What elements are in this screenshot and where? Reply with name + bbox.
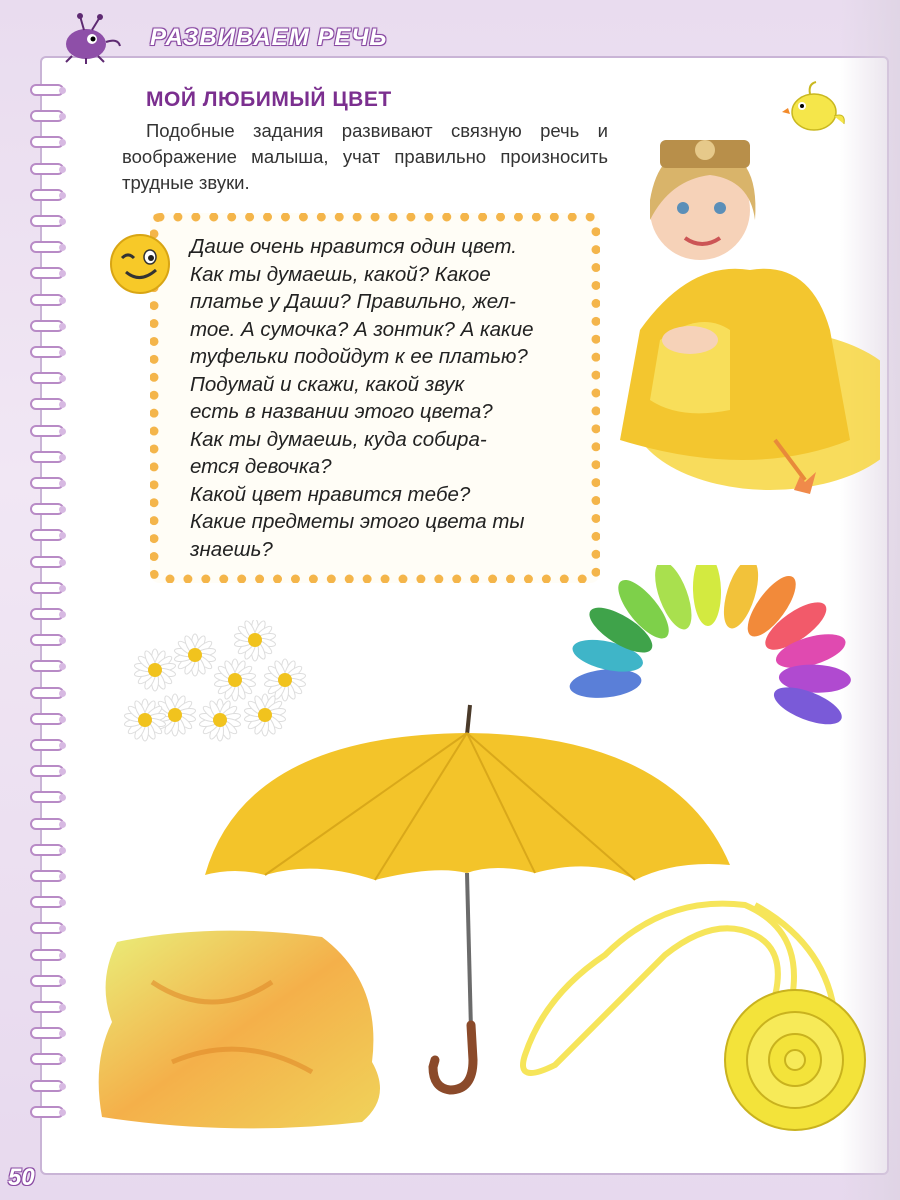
section-title: МОЙ ЛЮБИМЫЙ ЦВЕТ [146, 88, 392, 111]
intro-paragraph: Подобные задания развивают связную речь и воображение малыша, учат правильно произносить трудные звуки. [122, 120, 608, 193]
yellow-scarf-image [92, 922, 392, 1132]
task-line: Как ты думаешь, какой? Какое [190, 262, 491, 286]
spiral-ring [30, 163, 64, 175]
task-line: платье у Даши? Правильно, жел- [190, 290, 516, 313]
spiral-ring [30, 1053, 64, 1065]
spiral-ring [30, 818, 64, 830]
spiral-ring [30, 477, 64, 489]
spiral-ring [30, 84, 64, 96]
winking-smiley-icon [108, 232, 172, 296]
spiral-ring [30, 687, 64, 699]
spiral-ring [30, 372, 64, 384]
task-line: есть в названии этого цвета? [190, 400, 493, 423]
yellow-flower-bag-image [515, 895, 870, 1140]
spiral-ring [30, 294, 64, 306]
spiral-ring [30, 713, 64, 725]
task-text [190, 233, 590, 563]
spiral-ring [30, 267, 64, 279]
spiral-ring [30, 398, 64, 410]
spiral-ring [30, 346, 64, 358]
task-line: Подумай и скажи, какой звук [190, 372, 465, 396]
spiral-ring [30, 791, 64, 803]
spiral-ring [30, 870, 64, 882]
task-line: Даше очень нравится один цвет. [190, 235, 517, 258]
spiral-ring [30, 556, 64, 568]
task-line: Какой цвет нравится тебе? [190, 482, 471, 506]
spiral-ring [30, 529, 64, 541]
bug-icon [52, 12, 122, 64]
spiral-ring [30, 739, 64, 751]
spiral-ring [30, 844, 64, 856]
spiral-ring [30, 634, 64, 646]
spiral-ring [30, 503, 64, 515]
spiral-ring [30, 949, 64, 961]
spiral-ring [30, 582, 64, 594]
spiral-ring [30, 1001, 64, 1013]
spiral-ring [30, 896, 64, 908]
header-title: РАЗВИВАЕМ РЕЧЬ [150, 24, 388, 51]
spiral-ring [30, 765, 64, 777]
spiral-ring [30, 425, 64, 437]
task-line: Как ты думаешь, куда собира- [190, 427, 487, 451]
task-line: знаешь? [190, 537, 273, 561]
spiral-ring [30, 922, 64, 934]
spiral-ring [30, 241, 64, 253]
spiral-ring [30, 320, 64, 332]
spiral-ring [30, 189, 64, 201]
task-line: туфельки подойдут к ее платью? [190, 345, 528, 368]
spiral-ring [30, 1106, 64, 1118]
spiral-ring [30, 660, 64, 672]
spiral-ring [30, 451, 64, 463]
task-line: ется девочка? [190, 455, 332, 478]
spiral-ring [30, 136, 64, 148]
task-line: тое. А сумочка? А зонтик? А какие [190, 317, 534, 341]
spiral-ring [30, 215, 64, 227]
page-number: 50 [8, 1164, 35, 1191]
spiral-ring [30, 975, 64, 987]
spiral-ring [30, 110, 64, 122]
task-line: Какие предметы этого цвета ты [190, 510, 525, 533]
spiral-ring [30, 1080, 64, 1092]
girl-in-yellow-dress-photo [580, 110, 880, 510]
spiral-ring [30, 1027, 64, 1039]
spiral-ring [30, 608, 64, 620]
